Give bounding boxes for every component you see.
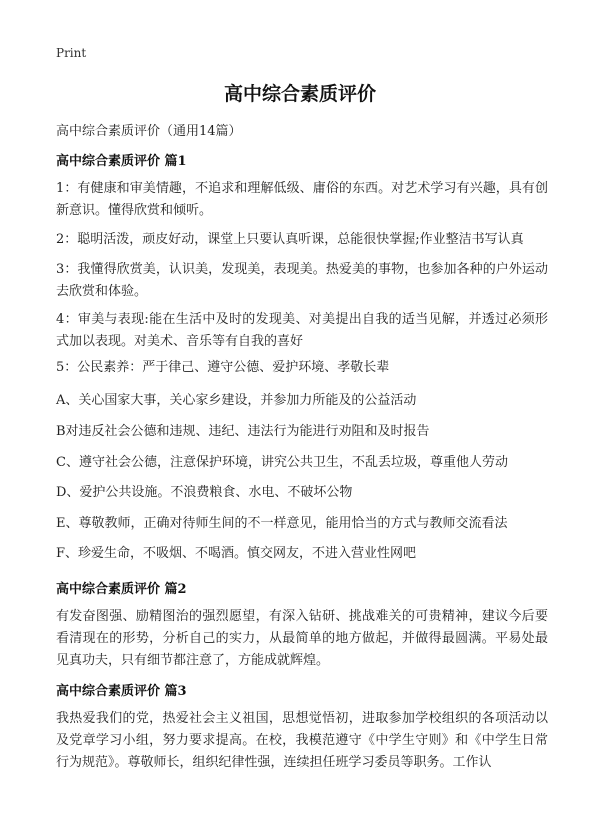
paragraph: 5：公民素养：严于律己、遵守公德、爱护环境、孝敬长辈 [56,360,390,375]
paragraph: 我热爱我们的党，热爱社会主义祖国，思想觉悟初，进取参加学校组织的各项活动以及党章学习小组，努力要求提高。在校，我模范遵守《中学生守则》和《中学生日常行为规范》。尊敬师长，组织纪律性强，连续担任班学习委员等职务。工作认 [56,711,548,770]
print-link[interactable]: Print [56,46,87,60]
paragraph: E、尊敬教师，正确对待师生间的不一样意见，能用恰当的方式与教师交流看法 [56,516,508,531]
paragraph: 4：审美与表现:能在生活中及时的发现美、对美提出自我的适当见解，并透过必须形式加以表现。对美术、音乐等有自我的喜好 [56,312,548,349]
paragraph: 2：聪明活泼，顽皮好动，课堂上只要认真听课，总能很快掌握;作业整洁书写认真 [56,232,524,247]
section-heading-1: 高中综合素质评价 篇1 [56,154,187,169]
page-title: 高中综合素质评价 [223,83,376,105]
paragraph: B对违反社会公德和违规、违纪、违法行为能进行劝阻和及时报告 [56,424,430,439]
paragraph: A、关心国家大事，关心家乡建设，并参加力所能及的公益活动 [56,393,417,408]
document-subtitle: 高中综合素质评价（通用14篇） [56,124,242,139]
paragraph: 3：我懂得欣赏美，认识美，发现美，表现美。热爱美的事物，也参加各种的户外运动去欣赏和体验。 [56,262,548,299]
section-heading-2: 高中综合素质评价 篇2 [56,582,187,597]
paragraph: F、珍爱生命，不吸烟、不喝酒。慎交网友，不进入营业性网吧 [56,546,417,561]
paragraph: 有发奋图强、励精图治的强烈愿望，有深入钻研、挑战难关的可贵精神，建议今后要看清现在的形势，分析自己的实力，从最简单的地方做起，并做得最圆满。平易处最见真功夫，只有细节都注意了，方能成就辉煌。 [56,609,548,668]
paragraph: C、遵守社会公德，注意保护环境，讲究公共卫生，不乱丢垃圾，尊重他人劳动 [56,455,508,470]
section-heading-3: 高中综合素质评价 篇3 [56,684,187,699]
paragraph: D、爱护公共设施。不浪费粮食、水电、不破坏公物 [56,485,353,500]
paragraph: 1：有健康和审美情趣，不追求和理解低级、庸俗的东西。对艺术学习有兴趣，具有创新意识。懂得欣赏和倾听。 [56,181,548,218]
